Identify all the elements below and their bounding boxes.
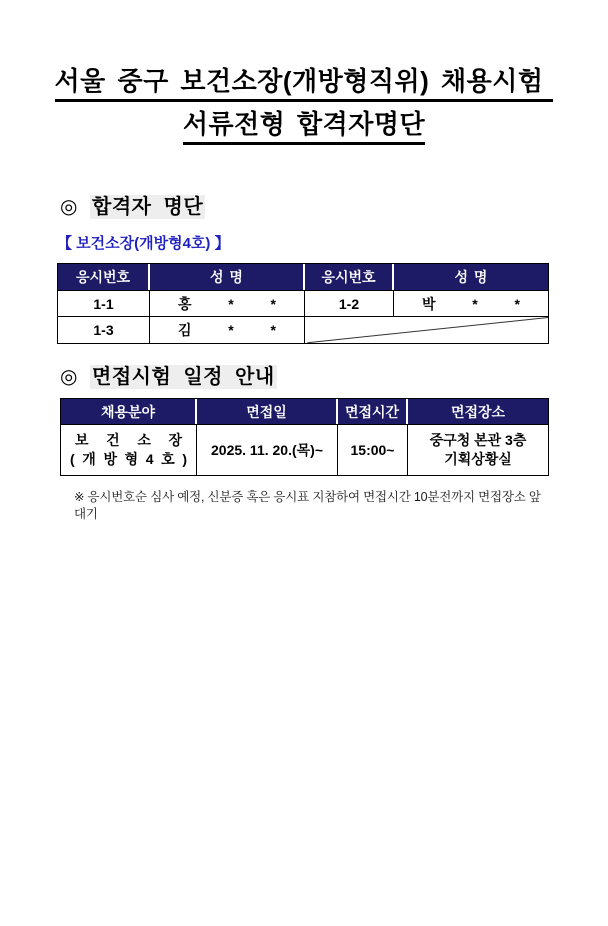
- column-header-field: 채용분야: [61, 399, 197, 424]
- name-cell: [150, 290, 305, 316]
- column-header-date: 면접일: [197, 399, 338, 424]
- masked-name: 김 * *: [178, 322, 276, 339]
- section-heading-interview: [60, 365, 608, 389]
- place-line2: 기획상황실: [444, 451, 512, 468]
- masked-name: 홍 * *: [178, 295, 276, 312]
- table-row: [58, 316, 548, 343]
- time-cell: 15:00~: [338, 424, 408, 475]
- section-heading-pass-list: [60, 195, 608, 219]
- field-line2: ( 개 방 형 4 호 ): [70, 451, 187, 468]
- field-line1: 보 건 소 장: [75, 432, 182, 449]
- pass-list-table: [57, 263, 549, 344]
- document-title-line2: 서류전형 합격자명단: [183, 109, 425, 145]
- pass-list-header-row: [58, 264, 548, 290]
- section-marker-icon: ◎: [60, 366, 78, 389]
- name-cell: [394, 290, 548, 316]
- section-heading-pass-list-label: 합격자 명단: [92, 196, 204, 219]
- place-line1: 중구청 본관 3층: [429, 432, 527, 449]
- diagonal-strike-line: [305, 317, 548, 343]
- interview-header-row: [61, 399, 548, 424]
- field-cell: [61, 424, 197, 475]
- date-cell: 2025. 11. 20.(목)~: [197, 424, 338, 475]
- column-header-exam-no-left: 응시번호: [58, 264, 150, 290]
- masked-name: 박 * *: [422, 295, 520, 312]
- table-row: [61, 424, 548, 475]
- subheading-position: 【 보건소장(개방형4호) 】: [57, 235, 230, 253]
- interview-schedule-table: [60, 398, 549, 476]
- footnote: ※ 응시번호순 심사 예정, 신분증 혹은 응시표 지참하여 면접시간 10분전까지 면접장소 앞 대기: [74, 490, 541, 522]
- section-marker-icon: ◎: [60, 196, 78, 219]
- exam-no-cell: 1-3: [58, 316, 150, 343]
- section-heading-interview-label: 면접시험 일정 안내: [92, 366, 275, 389]
- empty-diagonal-cell: [305, 316, 548, 343]
- document-page: [0, 66, 608, 926]
- document-title: [0, 66, 608, 145]
- document-title-line1: 서울 중구 보건소장(개방형직위) 채용시험: [55, 66, 554, 102]
- table-row: [58, 290, 548, 316]
- exam-no-cell: 1-2: [305, 290, 394, 316]
- column-header-name-right: 성 명: [394, 264, 548, 290]
- column-header-place: 면접장소: [408, 399, 548, 424]
- name-cell: [150, 316, 305, 343]
- column-header-exam-no-right: 응시번호: [305, 264, 394, 290]
- column-header-name-left: 성 명: [150, 264, 305, 290]
- column-header-time: 면접시간: [338, 399, 408, 424]
- place-cell: [408, 424, 548, 475]
- exam-no-cell: 1-1: [58, 290, 150, 316]
